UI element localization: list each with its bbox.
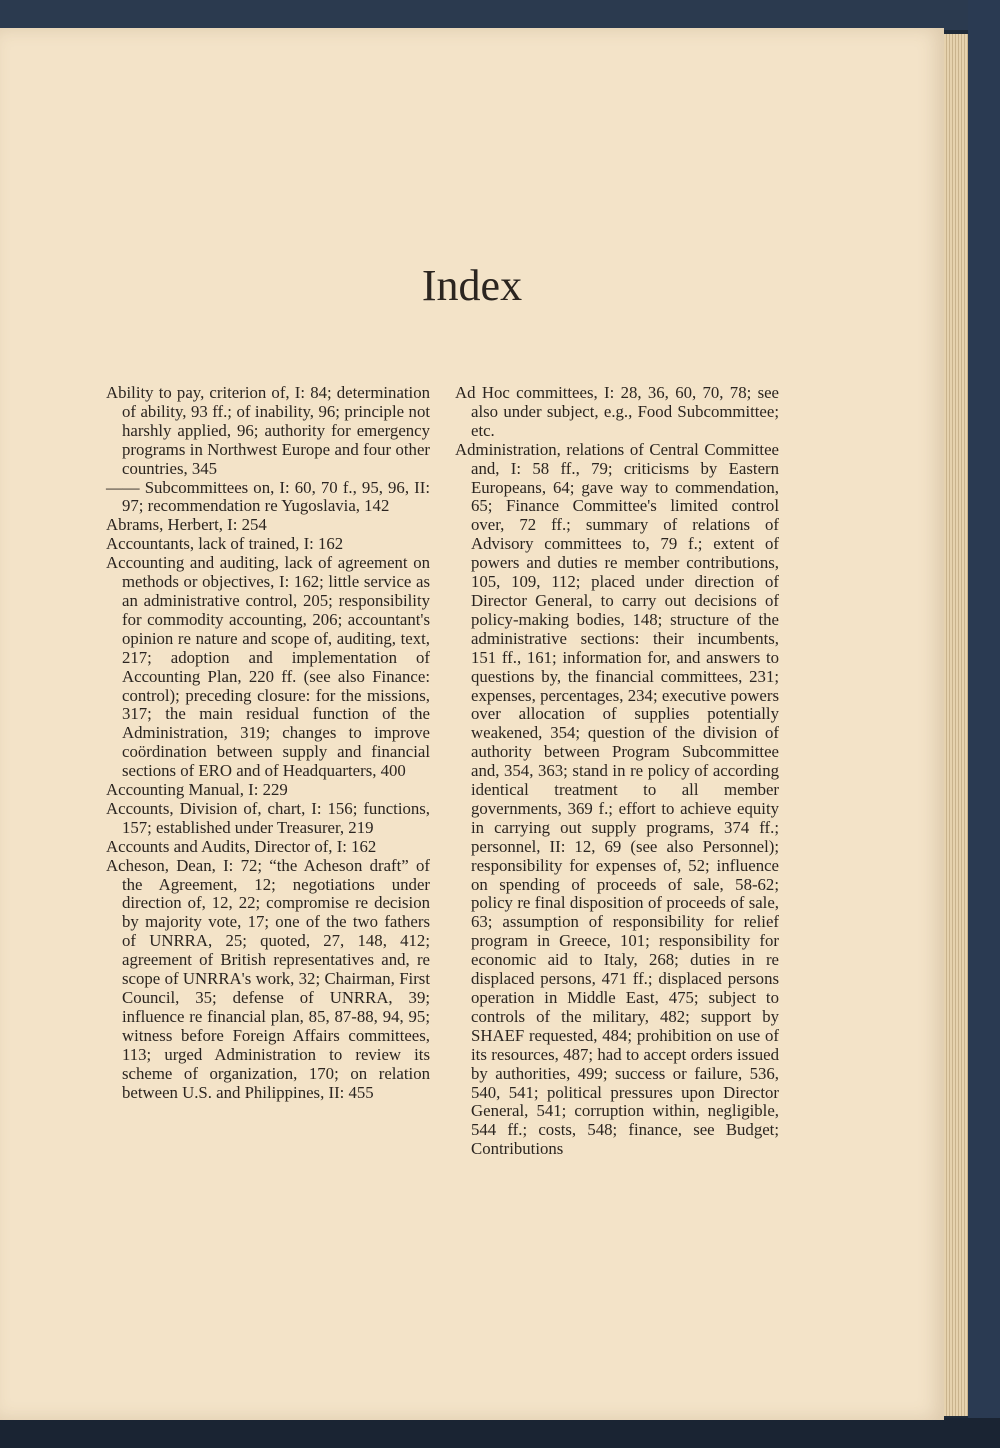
book-cover-bottom <box>0 1418 1000 1448</box>
index-entry: Abrams, Herbert, I: 254 <box>106 515 267 535</box>
index-column-left <box>106 384 430 1102</box>
index-entry: Accounts, Division of, chart, I: 156; functions, 157; established under Treasurer, 219 <box>106 798 430 837</box>
book-page <box>0 28 944 1420</box>
index-entry: Acheson, Dean, I: 72; “the Acheson draft” of the Agreement, 12; negotiations under direction of, 12, 22; compromise re decision by majority vote, 17; one of the two fathers of UNRRA, 25; quoted, 27, 148, 412; agreement of British representatives and, re scope of UNRRA's work, 32; Chairman, First Council, 35; defense of UNRRA, 39; influence re financial plan, 85, 87-88, 94, 95; witness before Foreign Affairs committees, 113; urged Administration to review its scheme of organization, 170; on relation between U.S. and Philippines, II: 455 <box>106 855 430 1102</box>
page-edges <box>944 34 968 1416</box>
index-entry: Ability to pay, criterion of, I: 84; determination of ability, 93 ff.; of inability, 96; principle not harshly applied, 96; authority for emergency programs in Northwest Europe and four other countries, 345 <box>106 383 430 478</box>
index-column-right <box>455 384 779 1159</box>
book-cover-spine <box>968 0 1000 1448</box>
index-entry: Accounting and auditing, lack of agreement on methods or objectives, I: 162; little service as an administrative control, 205; responsibility for commodity accounting, 206; accountant's opinion re nature and scope of, auditing, text, 217; adoption and implementation of Accounting Plan, 220 ff. (see also Finance: control); preceding closure: for the missions, 317; the main residual function of the Administration, 319; changes to improve coördination between supply and financial sections of ERO and of Headquarters, 400 <box>106 553 430 781</box>
page-title: Index <box>421 261 523 310</box>
index-entry: Ad Hoc committees, I: 28, 36, 60, 70, 78; see also under subject, e.g., Food Subcommittee; etc. <box>455 383 779 440</box>
index-entry: Accounting Manual, I: 229 <box>106 780 288 800</box>
index-entry: Accounts and Audits, Director of, I: 162 <box>106 836 377 856</box>
book-cover-top <box>0 0 1000 30</box>
index-entry: —— Subcommittees on, I: 60, 70 f., 95, 96, II: 97; recommendation re Yugoslavia, 142 <box>106 477 430 516</box>
index-entry: Administration, relations of Central Committee and, I: 58 ff., 79; criticisms by Eastern Europeans, 64; gave way to commendation, 65; Finance Committee's limited control over, 72 ff.; summary of relations of Advisory committees to, 79 f.; extent of powers and duties re member contributions, 105, 109, 112; placed under direction of Director General, to carry out decisions of policy-making bodies, 148; structure of the administrative sections: their incumbents, 151 ff., 161; information for, and answers to questions by, the financial committees, 231; expenses, percentages, 234; executive powers over allocation of supplies potentially weakened, 354; question of the division of authority between Program Subcommittee and, 354, 363; stand in re policy of according identical treatment to all member governments, 369 f.; effort to achieve equity in carrying out supply programs, 374 ff.; personnel, II: 12, 69 (see also Personnel); responsibility for expenses of, 52; influence on spending of proceeds of sale, 58-62; policy re final disposition of proceeds of sale, 63; assumption of responsibility for relief program in Greece, 101; responsibility for economic aid to Italy, 268; duties in re displaced persons, 471 ff.; displaced persons operation in Middle East, 475; subject to controls of the military, 482; support by SHAEF requested, 484; prohibition on use of its resources, 487; had to accept orders issued by authorities, 499; success or failure, 536, 540, 541; political pressures upon Director General, 541; corruption within, negligible, 544 ff.; costs, 548; finance, see Budget; Contributions <box>455 439 779 1159</box>
index-entry: Accountants, lack of trained, I: 162 <box>106 534 344 554</box>
